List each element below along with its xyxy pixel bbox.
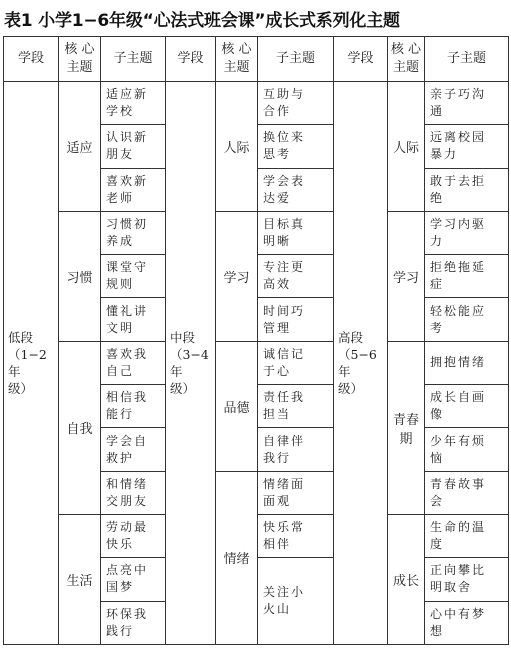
sub-theme-cell	[101, 514, 166, 557]
sub-theme-cell	[425, 601, 509, 644]
header-stage: 学段	[334, 37, 388, 82]
sub-theme-cell	[101, 82, 166, 125]
sub-theme-line: 心中有梦	[430, 606, 487, 621]
sub-theme-cell	[258, 125, 334, 168]
sub-theme-line: 通	[430, 104, 445, 119]
sub-theme-cell	[425, 514, 509, 557]
core-theme-cell	[216, 471, 258, 644]
stage-label-line: 高段	[338, 330, 364, 345]
core-theme-cell	[216, 341, 258, 471]
sub-theme-line: 拥抱情绪	[430, 355, 487, 370]
sub-theme-line: 老师	[106, 190, 135, 205]
sub-theme-line: 专注更	[263, 260, 306, 275]
sub-theme-line: 考	[430, 320, 445, 335]
sub-theme-line: 合作	[263, 104, 292, 119]
sub-theme-line: 规则	[106, 277, 135, 292]
core-theme-line: 习惯	[66, 270, 93, 286]
sub-theme-cell	[101, 298, 166, 341]
header-sub: 子主题	[425, 37, 509, 82]
sub-theme-line: 会	[430, 493, 445, 508]
table-row	[4, 82, 509, 125]
sub-theme-line: 拒绝拖延	[430, 260, 487, 275]
sub-theme-line: 劳动最	[106, 520, 149, 535]
sub-theme-line: 懂礼讲	[106, 303, 149, 318]
sub-theme-line: 交朋友	[106, 493, 149, 508]
sub-theme-cell	[425, 168, 509, 211]
sub-theme-cell	[425, 211, 509, 254]
stage-label-line: 级）	[338, 381, 364, 396]
sub-theme-line: 救护	[106, 450, 135, 465]
sub-theme-cell	[101, 211, 166, 254]
sub-theme-line: 和情绪	[106, 476, 149, 491]
sub-theme-line: 快乐常	[263, 520, 306, 535]
stage-cell	[334, 82, 388, 645]
sub-theme-line: 互助与	[263, 87, 306, 102]
sub-theme-line: 点亮中	[106, 563, 149, 578]
sub-theme-line: 文明	[106, 320, 135, 335]
sub-theme-cell	[101, 341, 166, 384]
header-core	[59, 37, 101, 82]
table-title: 表1 小学1−6年级“心法式班会课”成长式系列化主题	[4, 11, 400, 31]
sub-theme-line: 快乐	[106, 537, 135, 552]
sub-theme-line: 环保我	[106, 606, 149, 621]
sub-theme-line: 担当	[263, 407, 292, 422]
sub-theme-cell	[425, 341, 509, 384]
header-stage: 学段	[4, 37, 59, 82]
sub-theme-cell	[101, 601, 166, 644]
header-core-line: 核 心	[64, 42, 95, 57]
stage-label-line: 年	[338, 364, 351, 379]
sub-theme-line: 正向攀比	[430, 563, 487, 578]
core-theme-cell	[388, 211, 425, 341]
header-core-line: 核 心	[390, 42, 422, 57]
sub-theme-line: 责任我	[263, 390, 306, 405]
core-theme-cell	[59, 82, 101, 212]
header-core	[216, 37, 258, 82]
stage-cell	[166, 82, 216, 645]
sub-theme-line: 认识新	[106, 130, 149, 145]
core-theme-line: 期	[399, 431, 413, 447]
sub-theme-line: 喜欢新	[106, 173, 149, 188]
core-theme-line: 自我	[66, 422, 93, 438]
sub-theme-line: 成长自画	[430, 390, 487, 405]
header-core	[388, 37, 425, 82]
core-theme-cell	[388, 514, 425, 644]
sub-theme-line: 自己	[106, 363, 135, 378]
sub-theme-cell	[258, 514, 334, 557]
sub-theme-line: 养成	[106, 234, 135, 249]
sub-theme-cell	[425, 558, 509, 601]
sub-theme-line: 能行	[106, 407, 135, 422]
sub-theme-cell	[258, 385, 334, 428]
sub-theme-line: 生命的温	[430, 520, 487, 535]
sub-theme-line: 力	[430, 234, 445, 249]
stage-label-line: 级）	[8, 381, 34, 396]
sub-theme-cell	[258, 211, 334, 254]
sub-theme-line: 想	[430, 623, 445, 638]
sub-theme-line: 于心	[263, 363, 292, 378]
sub-theme-line: 火山	[263, 602, 292, 617]
sub-theme-line: 亲子巧沟	[430, 87, 487, 102]
sub-theme-cell	[425, 471, 509, 514]
stage-cell	[4, 82, 59, 645]
sub-theme-line: 学习内驱	[430, 217, 487, 232]
core-theme-cell	[388, 82, 425, 212]
core-theme-line: 青春	[392, 412, 419, 428]
sub-theme-line: 情绪面	[263, 476, 306, 491]
core-theme-line: 人际	[223, 140, 250, 156]
table-row	[4, 341, 509, 384]
sub-theme-cell	[101, 428, 166, 471]
core-theme-line: 成长	[392, 573, 419, 589]
header-core-line: 主题	[223, 60, 250, 75]
sub-theme-cell	[258, 168, 334, 211]
sub-theme-line: 敢于去拒	[430, 173, 487, 188]
core-theme-cell	[59, 211, 101, 341]
sub-theme-cell	[425, 82, 509, 125]
sub-theme-cell	[258, 471, 334, 514]
stage-label-line: （5−6	[338, 347, 377, 362]
header-core-line: 主题	[66, 60, 93, 75]
header-sub: 子主题	[101, 37, 166, 82]
sub-theme-line: 关注小	[263, 585, 306, 600]
core-theme-line: 学习	[223, 270, 250, 286]
sub-theme-line: 国梦	[106, 580, 135, 595]
header-stage: 学段	[166, 37, 216, 82]
sub-theme-line: 学会表	[263, 173, 306, 188]
sub-theme-cell	[425, 298, 509, 341]
sub-theme-cell	[258, 558, 334, 645]
core-theme-line: 学习	[392, 270, 419, 286]
sub-theme-line: 朋友	[106, 147, 135, 162]
core-theme-line: 情绪	[223, 552, 250, 568]
sub-theme-line: 明取舍	[430, 580, 473, 595]
core-theme-line: 品德	[223, 400, 250, 416]
sub-theme-line: 相伴	[263, 537, 292, 552]
sub-theme-line: 管理	[263, 320, 292, 335]
sub-theme-line: 目标真	[263, 217, 306, 232]
sub-theme-line: 症	[430, 277, 445, 292]
sub-theme-cell	[101, 385, 166, 428]
sub-theme-line: 思考	[263, 147, 292, 162]
sub-theme-line: 适应新	[106, 87, 149, 102]
sub-theme-line: 习惯初	[106, 217, 149, 232]
header-core-line: 核 心	[221, 42, 252, 57]
sub-theme-cell	[258, 255, 334, 298]
sub-theme-cell	[425, 428, 509, 471]
stage-label-line: （1−2	[8, 347, 47, 362]
core-theme-cell	[59, 514, 101, 644]
sub-theme-cell	[101, 471, 166, 514]
sub-theme-line: 像	[430, 407, 445, 422]
sub-theme-line: 喜欢我	[106, 346, 149, 361]
sub-theme-line: 课堂守	[106, 260, 149, 275]
sub-theme-cell	[101, 125, 166, 168]
sub-theme-line: 明晰	[263, 234, 292, 249]
stage-label-line: （3−4	[170, 347, 209, 362]
stage-label-line: 中段	[170, 330, 196, 345]
sub-theme-line: 绝	[430, 190, 445, 205]
sub-theme-line: 高效	[263, 277, 292, 292]
core-theme-line: 生活	[66, 573, 93, 589]
sub-theme-cell	[258, 428, 334, 471]
header-sub: 子主题	[258, 37, 334, 82]
sub-theme-line: 轻松能应	[430, 303, 487, 318]
sub-theme-line: 青春故事	[430, 476, 487, 491]
core-theme-cell	[59, 341, 101, 514]
stage-label-line: 低段	[8, 330, 34, 345]
sub-theme-cell	[258, 341, 334, 384]
core-theme-cell	[216, 82, 258, 212]
core-theme-cell	[388, 341, 425, 514]
header-core-line: 主题	[392, 60, 419, 75]
core-theme-line: 适应	[66, 140, 93, 156]
sub-theme-cell	[101, 168, 166, 211]
sub-theme-line: 自律伴	[263, 433, 306, 448]
sub-theme-line: 度	[430, 537, 445, 552]
header-row	[4, 37, 509, 82]
sub-theme-cell	[101, 255, 166, 298]
sub-theme-line: 换位来	[263, 130, 306, 145]
sub-theme-line: 面观	[263, 493, 292, 508]
sub-theme-cell	[258, 82, 334, 125]
sub-theme-line: 我行	[263, 450, 292, 465]
sub-theme-line: 恼	[430, 450, 445, 465]
stage-label-line: 年	[8, 364, 21, 379]
sub-theme-cell	[425, 385, 509, 428]
sub-theme-line: 暴力	[430, 147, 459, 162]
stage-label-line: 级）	[170, 381, 196, 396]
sub-theme-cell	[425, 255, 509, 298]
core-theme-cell	[216, 211, 258, 341]
theme-table	[3, 36, 509, 645]
table-body	[4, 82, 509, 645]
sub-theme-line: 远离校园	[430, 130, 487, 145]
sub-theme-line: 时间巧	[263, 303, 306, 318]
table-row	[4, 211, 509, 254]
core-theme-line: 人际	[392, 140, 419, 156]
sub-theme-line: 少年有烦	[430, 433, 487, 448]
sub-theme-cell	[258, 298, 334, 341]
sub-theme-line: 践行	[106, 623, 135, 638]
sub-theme-line: 诚信记	[263, 346, 306, 361]
sub-theme-line: 学会自	[106, 433, 149, 448]
sub-theme-cell	[101, 558, 166, 601]
sub-theme-line: 学校	[106, 104, 135, 119]
stage-label-line: 年	[170, 364, 183, 379]
sub-theme-line: 相信我	[106, 390, 149, 405]
sub-theme-cell	[425, 125, 509, 168]
sub-theme-line: 达爱	[263, 190, 292, 205]
